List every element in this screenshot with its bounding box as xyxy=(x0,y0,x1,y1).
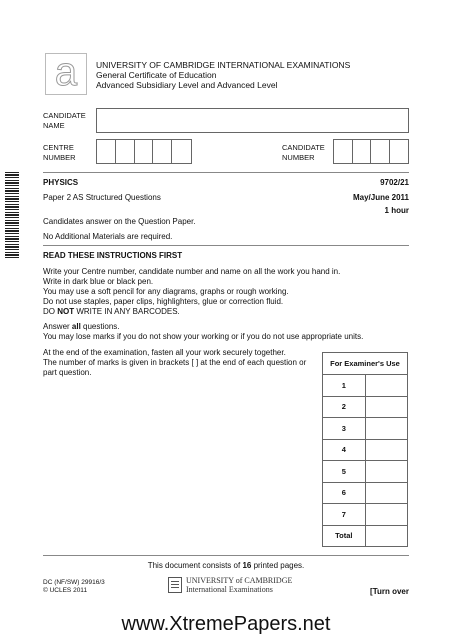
digit-box[interactable] xyxy=(353,140,372,163)
mark-cell[interactable] xyxy=(365,504,407,526)
subject: PHYSICS xyxy=(43,178,79,187)
instructions-block xyxy=(43,267,413,317)
crest-icon xyxy=(168,577,182,593)
table-row: 7 xyxy=(323,504,408,526)
instruction-line: part question. xyxy=(43,368,92,377)
university-name: UNIVERSITY OF CAMBRIDGE INTERNATIONAL EXAMINATIONS xyxy=(96,60,351,70)
page-count: This document consists of 16 printed pages. xyxy=(147,561,305,570)
examiner-use-table xyxy=(322,352,408,547)
digit-box[interactable] xyxy=(371,140,390,163)
divider xyxy=(43,555,409,556)
answer-block xyxy=(43,322,413,342)
end-block xyxy=(43,348,313,378)
turn-over: [Turn over xyxy=(370,587,409,596)
examiner-table-heading: For Examiner's Use xyxy=(323,353,408,375)
mark-cell[interactable] xyxy=(365,439,407,461)
table-row: 4 xyxy=(323,439,408,461)
paper-code: 9702/21 xyxy=(380,178,409,187)
candidate-number-field[interactable] xyxy=(333,139,409,164)
logo-letter: a xyxy=(54,50,78,94)
digit-box[interactable] xyxy=(334,140,353,163)
instruction-line: Write your Centre number, candidate number and name on all the work you hand in. xyxy=(43,267,341,276)
footer-university: UNIVERSITY of CAMBRIDGE International Examinations xyxy=(168,576,292,594)
digit-box[interactable] xyxy=(116,140,135,163)
digit-box[interactable] xyxy=(97,140,116,163)
watermark: www.XtremePapers.net xyxy=(121,613,331,635)
centre-number-field[interactable] xyxy=(96,139,192,164)
side-barcode xyxy=(5,172,19,258)
table-row: Total xyxy=(323,525,408,547)
instruction-line: DO NOT WRITE IN ANY BARCODES. xyxy=(43,307,180,316)
table-row: 1 xyxy=(323,375,408,397)
mark-cell[interactable] xyxy=(365,418,407,440)
mark-cell[interactable] xyxy=(365,375,407,397)
duration: 1 hour xyxy=(384,206,409,215)
digit-box[interactable] xyxy=(135,140,154,163)
instruction-line: At the end of the examination, fasten all your work securely together. xyxy=(43,348,286,357)
mark-cell[interactable] xyxy=(365,525,407,547)
digit-box[interactable] xyxy=(153,140,172,163)
instructions-heading: READ THESE INSTRUCTIONS FIRST xyxy=(43,251,183,260)
candidate-name-field[interactable] xyxy=(96,108,409,133)
materials-line: No Additional Materials are required. xyxy=(43,232,173,241)
mark-cell[interactable] xyxy=(365,461,407,483)
mark-cell[interactable] xyxy=(365,396,407,418)
candidate-number-label: CANDIDATE NUMBER xyxy=(282,143,325,162)
divider xyxy=(43,172,409,173)
exam-board-header xyxy=(96,60,350,90)
instruction-line: Write in dark blue or black pen. xyxy=(43,277,154,286)
level-name: Advanced Subsidiary Level and Advanced Level xyxy=(96,80,278,90)
instruction-line: The number of marks is given in brackets [ ] at the end of each question or xyxy=(43,358,307,367)
instruction-line: Do not use staples, paper clips, highlighters, glue or correction fluid. xyxy=(43,297,284,306)
table-row: 3 xyxy=(323,418,408,440)
table-row: 6 xyxy=(323,482,408,504)
divider xyxy=(43,245,409,246)
digit-box[interactable] xyxy=(172,140,191,163)
certificate-name: General Certificate of Education xyxy=(96,70,217,80)
candidate-name-label: CANDIDATE NAME xyxy=(43,111,86,130)
table-row: 5 xyxy=(323,461,408,483)
document-ref: DC (NF/SW) 29916/3 © UCLES 2011 xyxy=(43,579,105,594)
instruction-line: You may use a soft pencil for any diagrams, graphs or rough working. xyxy=(43,287,289,296)
digit-box[interactable] xyxy=(390,140,408,163)
centre-number-label: CENTRE NUMBER xyxy=(43,143,76,162)
cambridge-logo xyxy=(45,50,87,95)
mark-cell[interactable] xyxy=(365,482,407,504)
table-row: 2 xyxy=(323,396,408,418)
instruction-line: You may lose marks if you do not show your working or if you do not use appropriate units. xyxy=(43,332,364,341)
answer-on-line: Candidates answer on the Question Paper. xyxy=(43,217,196,226)
paper-title: Paper 2 AS Structured Questions xyxy=(43,193,161,202)
instruction-line: Answer all questions. xyxy=(43,322,120,331)
session: May/June 2011 xyxy=(352,193,409,202)
